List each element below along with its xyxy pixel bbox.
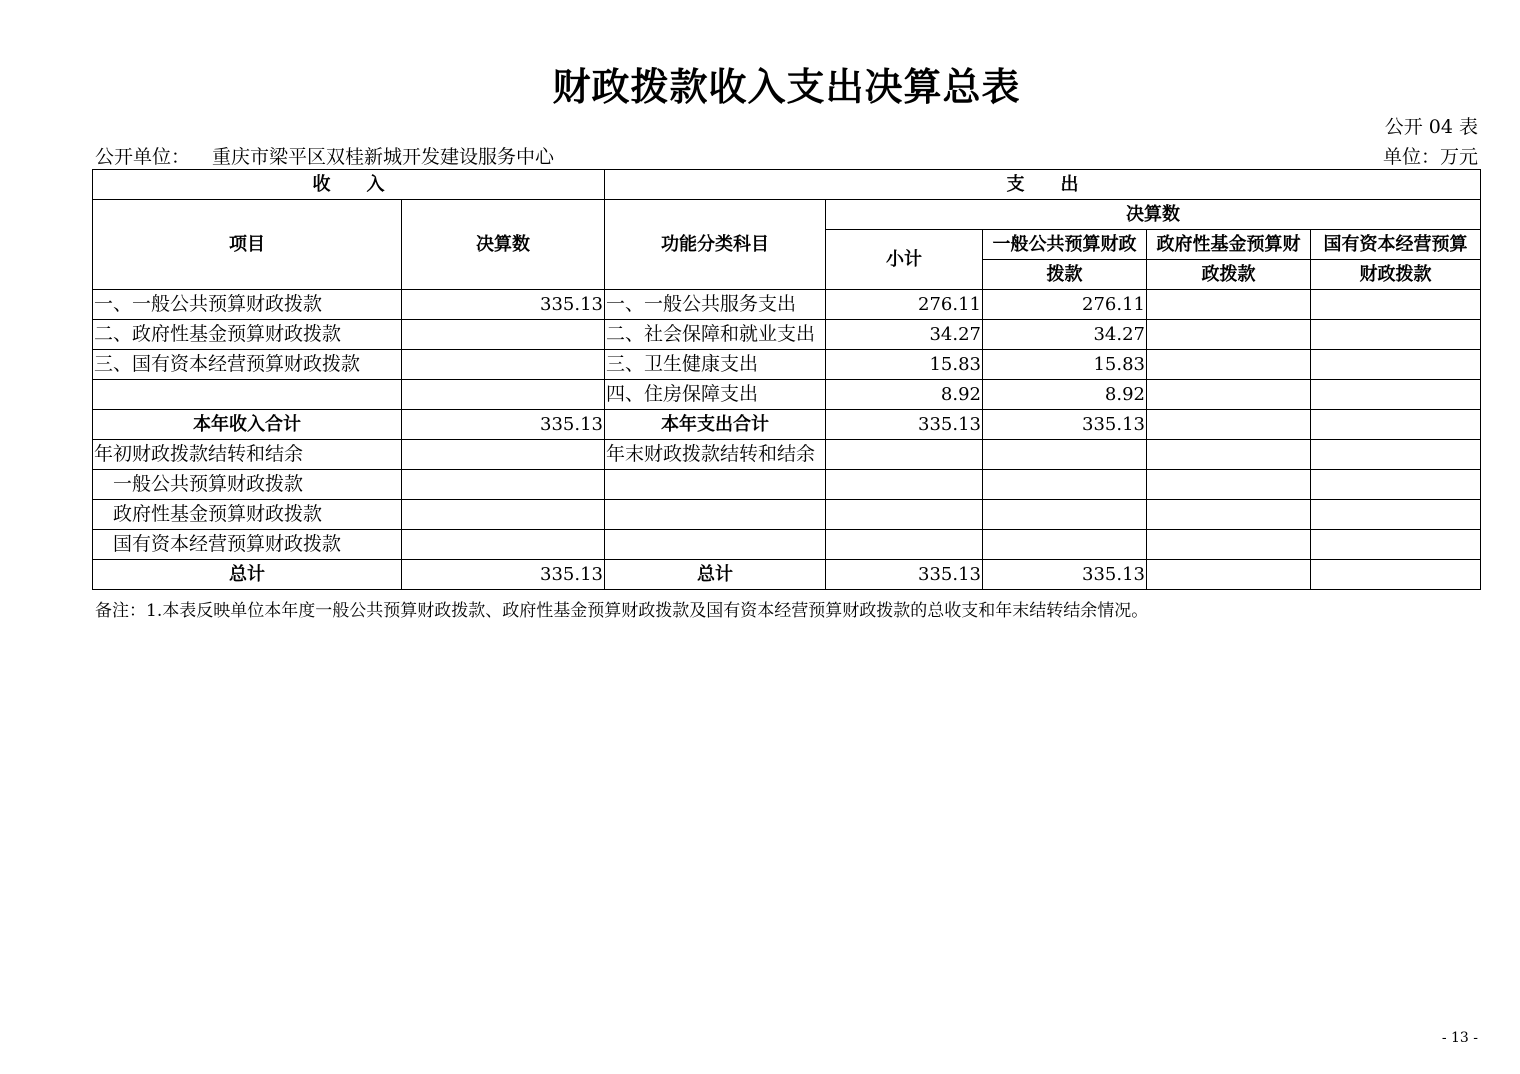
expense-fund (1147, 290, 1311, 320)
expense-fund (1147, 320, 1311, 350)
income-amount (402, 320, 605, 350)
func-category-header: 功能分类科目 (605, 200, 826, 290)
reporting-unit (95, 142, 554, 169)
income-amount (402, 350, 605, 380)
expense-subtotal: 34.27 (826, 320, 983, 350)
income-grand-total-label: 总计 (93, 560, 402, 590)
state-capital-header-line1: 国有资本经营预算 (1311, 230, 1481, 260)
expense-subtotal (826, 440, 983, 470)
expense-fund (1147, 380, 1311, 410)
fund-budget-header-line2: 政拨款 (1147, 260, 1311, 290)
expense-item: 四、住房保障支出 (605, 380, 826, 410)
income-amount: 335.13 (402, 560, 605, 590)
fund-budget-header-line1: 政府性基金预算财 (1147, 230, 1311, 260)
table-row (93, 320, 1481, 350)
table-row (93, 470, 1481, 500)
income-header: 收 入 (93, 170, 605, 200)
expense-year-total-label: 本年支出合计 (605, 410, 826, 440)
page-title: 财政拨款收入支出决算总表 (552, 65, 1021, 109)
income-item (93, 380, 402, 410)
expense-state (1311, 500, 1481, 530)
expense-state (1311, 410, 1481, 440)
expense-item (605, 470, 826, 500)
expense-state (1311, 560, 1481, 590)
table-header-row (93, 200, 1481, 230)
income-amount: 335.13 (402, 290, 605, 320)
reporting-unit-label: 公开单位： (95, 146, 191, 168)
expense-item: 二、社会保障和就业支出 (605, 320, 826, 350)
expense-fund (1147, 350, 1311, 380)
table-row (93, 530, 1481, 560)
amount-header: 决算数 (402, 200, 605, 290)
amount-group-header: 决算数 (826, 200, 1481, 230)
expense-fund (1147, 410, 1311, 440)
expense-general (983, 440, 1147, 470)
expense-fund (1147, 560, 1311, 590)
income-amount (402, 500, 605, 530)
expense-state (1311, 530, 1481, 560)
income-item: 年初财政拨款结转和结余 (93, 440, 402, 470)
income-amount (402, 380, 605, 410)
expense-general: 8.92 (983, 380, 1147, 410)
expense-subtotal (826, 470, 983, 500)
income-item: 一、一般公共预算财政拨款 (93, 290, 402, 320)
table-row (93, 380, 1481, 410)
form-number: 公开 04 表 (1384, 116, 1478, 138)
income-amount: 335.13 (402, 410, 605, 440)
footnote: 备注：1.本表反映单位本年度一般公共预算财政拨款、政府性基金预算财政拨款及国有资本经营预算财政拨款的总收支和年末结转结余情况。 (95, 601, 1149, 621)
expense-grand-total-label: 总计 (605, 560, 826, 590)
expense-fund (1147, 440, 1311, 470)
income-item: 国有资本经营预算财政拨款 (93, 530, 402, 560)
table-header-row (93, 170, 1481, 200)
expense-fund (1147, 500, 1311, 530)
expense-header: 支 出 (605, 170, 1481, 200)
expense-state (1311, 380, 1481, 410)
table-row (93, 500, 1481, 530)
expense-state (1311, 440, 1481, 470)
expense-general: 335.13 (983, 410, 1147, 440)
currency-unit: 单位：万元 (1382, 146, 1478, 168)
income-item: 政府性基金预算财政拨款 (93, 500, 402, 530)
expense-subtotal (826, 500, 983, 530)
general-budget-header-line1: 一般公共预算财政 (983, 230, 1147, 260)
expense-general: 34.27 (983, 320, 1147, 350)
expense-general (983, 470, 1147, 500)
expense-state (1311, 350, 1481, 380)
expense-subtotal: 15.83 (826, 350, 983, 380)
expense-state (1311, 290, 1481, 320)
table-row-grand-total (93, 560, 1481, 590)
reporting-unit-name: 重庆市梁平区双桂新城开发建设服务中心 (212, 146, 555, 168)
expense-subtotal: 335.13 (826, 410, 983, 440)
subtotal-header: 小计 (826, 230, 983, 290)
expense-general: 276.11 (983, 290, 1147, 320)
expense-item: 三、卫生健康支出 (605, 350, 826, 380)
expense-item: 年末财政拨款结转和结余 (605, 440, 826, 470)
state-capital-header-line2: 财政拨款 (1311, 260, 1481, 290)
table-row (93, 290, 1481, 320)
expense-general (983, 530, 1147, 560)
income-year-total-label: 本年收入合计 (93, 410, 402, 440)
expense-item: 一、一般公共服务支出 (605, 290, 826, 320)
item-header: 项目 (93, 200, 402, 290)
table-row (93, 350, 1481, 380)
expense-subtotal (826, 530, 983, 560)
expense-general: 335.13 (983, 560, 1147, 590)
expense-subtotal: 8.92 (826, 380, 983, 410)
expense-item (605, 530, 826, 560)
expense-general (983, 500, 1147, 530)
income-amount (402, 530, 605, 560)
income-item: 一般公共预算财政拨款 (93, 470, 402, 500)
table-row (93, 440, 1481, 470)
expense-state (1311, 470, 1481, 500)
income-item: 二、政府性基金预算财政拨款 (93, 320, 402, 350)
budget-summary-table (92, 169, 1481, 590)
expense-state (1311, 320, 1481, 350)
income-amount (402, 440, 605, 470)
expense-subtotal: 276.11 (826, 290, 983, 320)
income-amount (402, 470, 605, 500)
expense-general: 15.83 (983, 350, 1147, 380)
table-row-total-year (93, 410, 1481, 440)
expense-subtotal: 335.13 (826, 560, 983, 590)
expense-fund (1147, 470, 1311, 500)
general-budget-header-line2: 拨款 (983, 260, 1147, 290)
expense-fund (1147, 530, 1311, 560)
income-item: 三、国有资本经营预算财政拨款 (93, 350, 402, 380)
expense-item (605, 500, 826, 530)
page-number: - 13 - (1441, 1030, 1478, 1046)
